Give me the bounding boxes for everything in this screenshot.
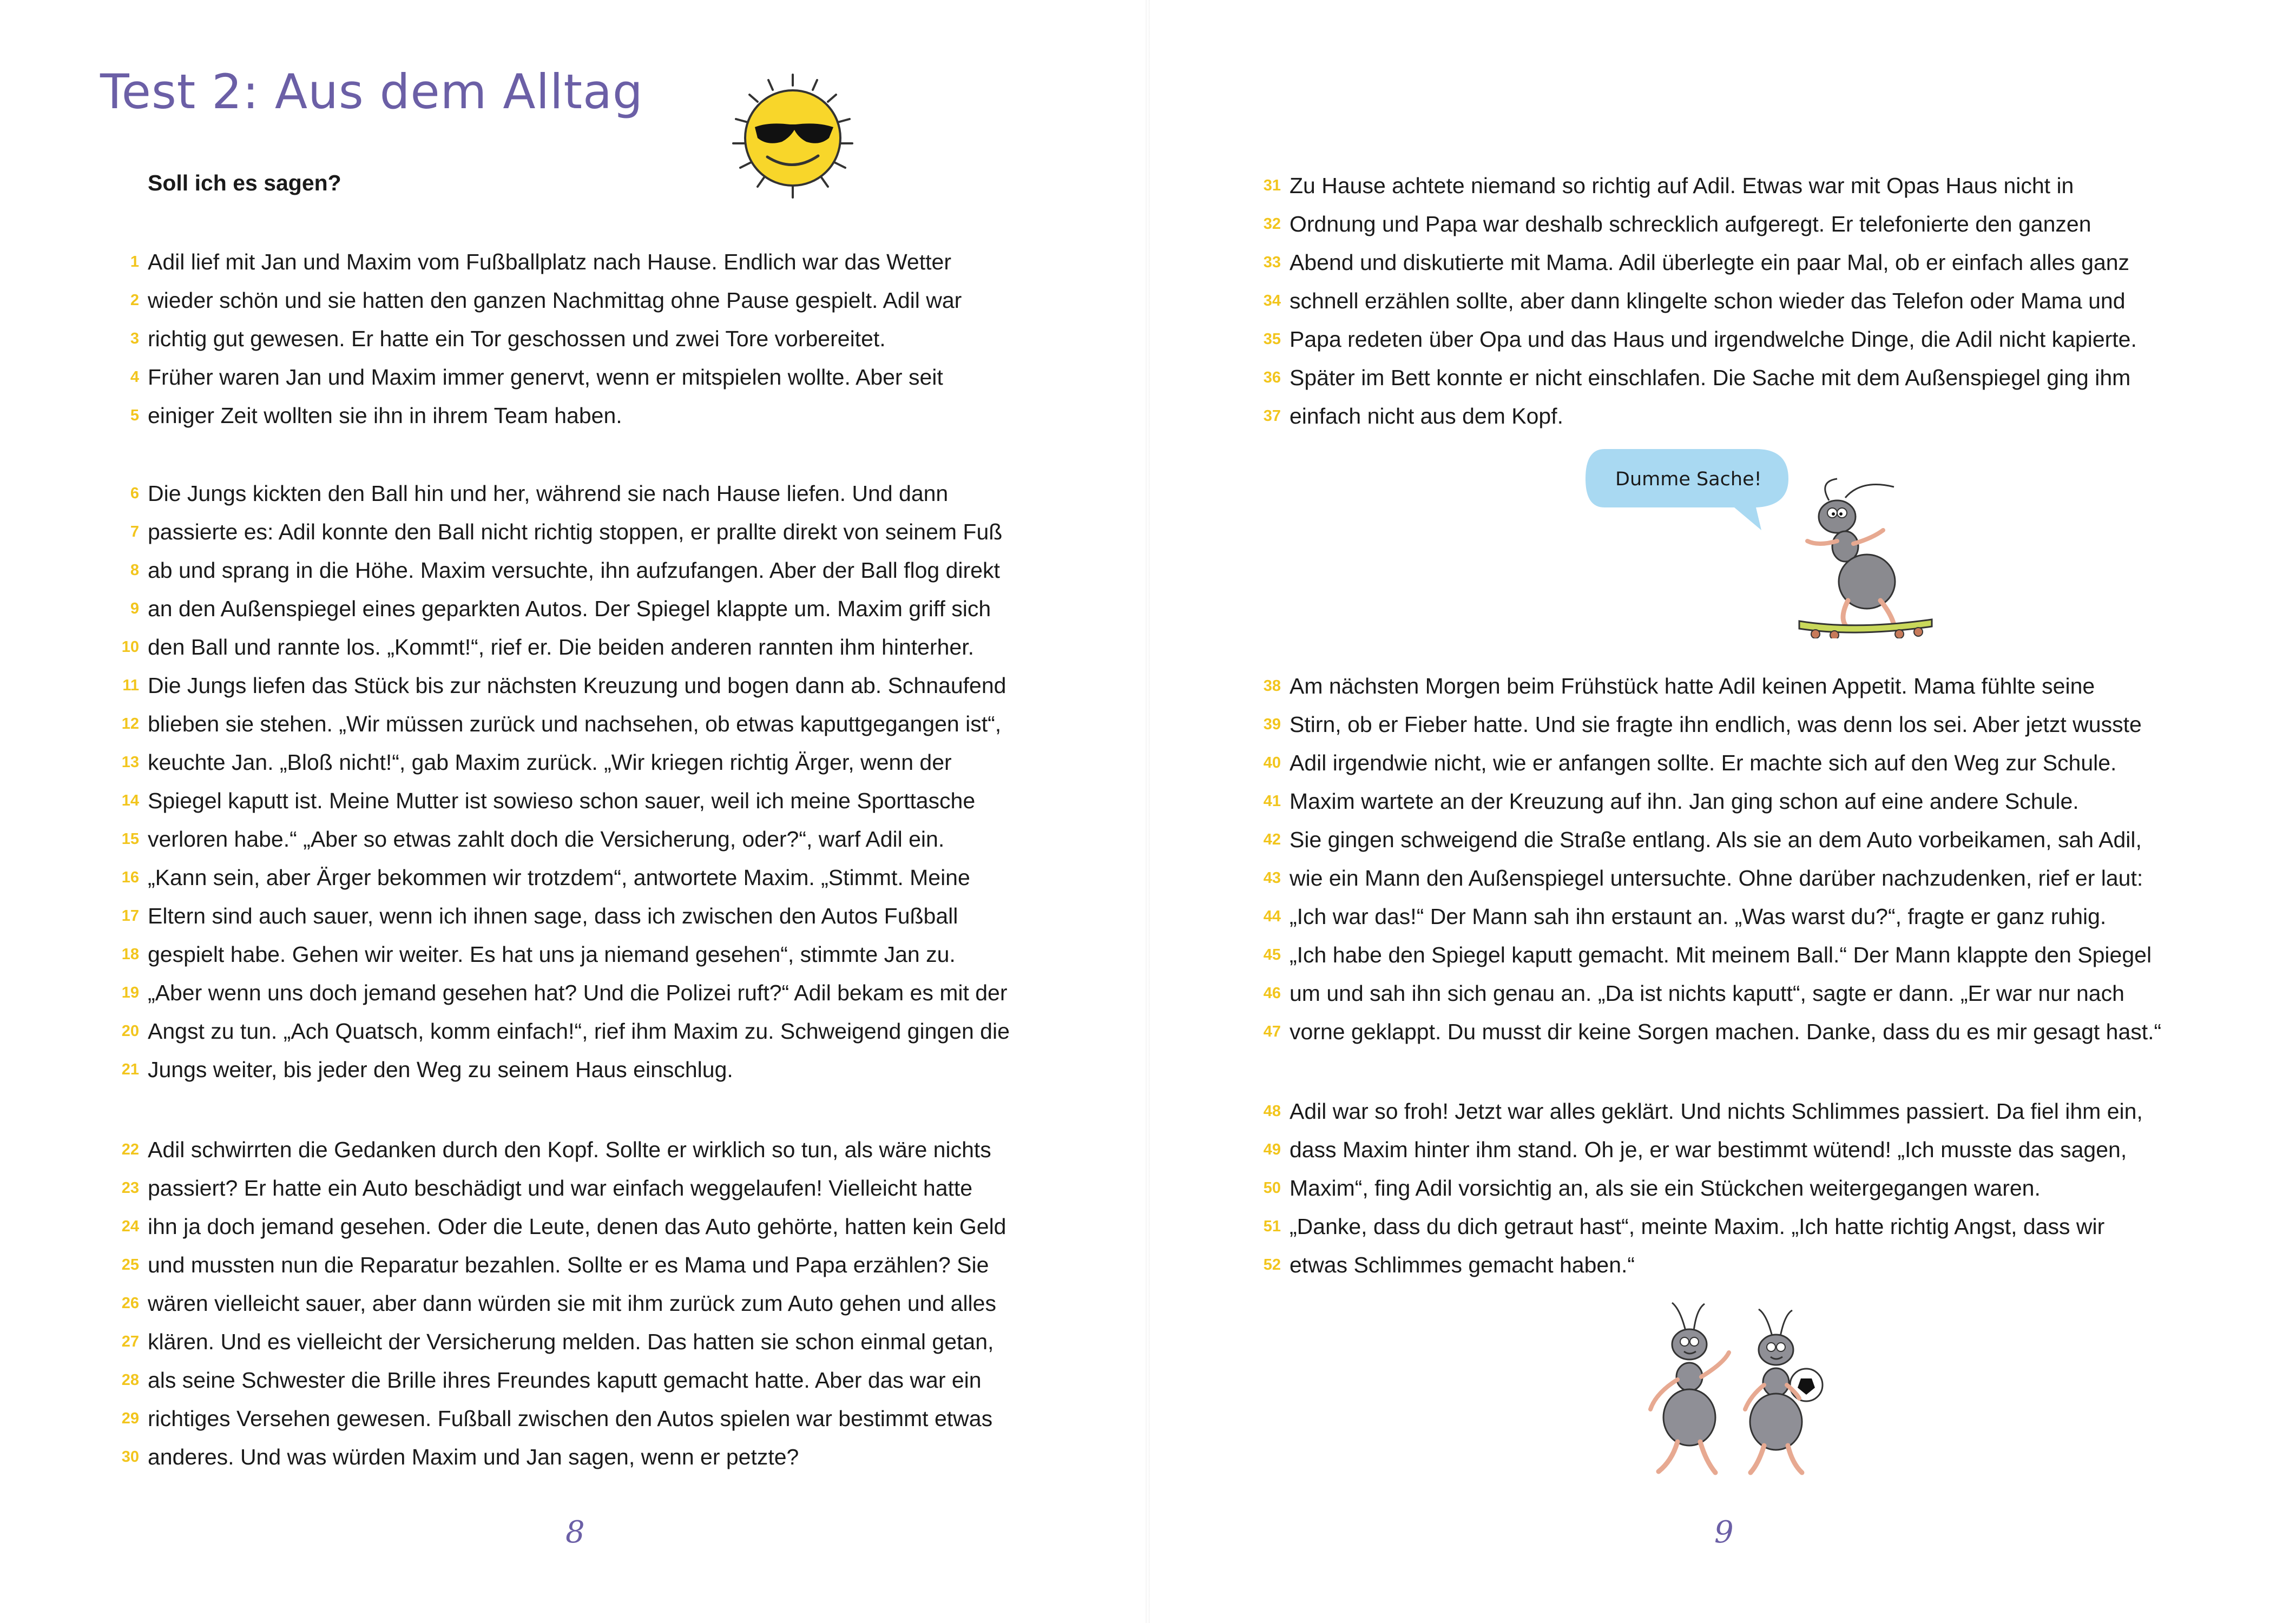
line-text: „Aber wenn uns doch jemand gesehen hat? Und die Polizei ruft?“ Adil bekam es mit der (148, 980, 1008, 1005)
line-text: Zu Hause achtete niemand so richtig auf Adil. Etwas war mit Opas Haus nicht in (1290, 173, 2074, 198)
line-number: 17 (121, 907, 139, 925)
line-text: wieder schön und sie hatten den ganzen Nachmittag ohne Pause gespielt. Adil war (148, 288, 962, 313)
line-text: Jungs weiter, bis jeder den Weg zu seinem Haus einschlug. (148, 1057, 733, 1082)
line-text: Sie gingen schweigend die Straße entlang. Als sie an dem Auto vorbeikamen, sah Adil, (1290, 827, 2142, 852)
line-text: gespielt habe. Gehen wir weiter. Es hat uns ja niemand gesehen“, stimmte Jan zu. (148, 942, 956, 967)
line-number: 20 (121, 1022, 139, 1040)
line-number: 29 (121, 1410, 139, 1427)
line-number: 2 (130, 292, 139, 309)
line-number: 28 (121, 1371, 139, 1389)
line-number: 19 (121, 984, 139, 1001)
line-number: 1 (130, 253, 139, 270)
line-number: 40 (1263, 754, 1281, 771)
line-text: ihn ja doch jemand gesehen. Oder die Leute, denen das Auto gehörte, hatten kein Geld (148, 1214, 1006, 1239)
line-number: 52 (1263, 1256, 1281, 1274)
line-text: „Kann sein, aber Ärger bekommen wir trotzdem“, antwortete Maxim. „Stimmt. Meine (148, 865, 970, 890)
line-text: „Ich war das!“ Der Mann sah ihn erstaunt an. „Was warst du?“, fragte er ganz ruhig. (1290, 904, 2107, 929)
line-text: „Danke, dass du dich getraut hast“, meinte Maxim. „Ich hatte richtig Angst, dass wir (1290, 1214, 2105, 1239)
line-number: 38 (1263, 677, 1281, 695)
line-text: Die Jungs liefen das Stück bis zur nächsten Kreuzung und bogen dann ab. Schnaufend (148, 673, 1006, 698)
line-number: 27 (121, 1333, 139, 1350)
line-text: passiert? Er hatte ein Auto beschädigt und war einfach weggelaufen! Vielleicht hatte (148, 1176, 973, 1200)
page-number-right: 9 (1714, 1515, 1734, 1550)
line-text: den Ball und rannte los. „Kommt!“, rief er. Die beiden anderen rannten ihm hinterher. (148, 635, 974, 659)
speech-bubble-text: Dumme Sache! (1615, 469, 1762, 490)
line-number: 22 (121, 1141, 139, 1158)
line-text: wie ein Mann den Außenspiegel untersuchte. Ohne darüber nachzudenken, rief er laut: (1290, 866, 2143, 890)
line-number: 46 (1263, 985, 1281, 1002)
line-text: Stirn, ob er Fieber hatte. Und sie fragte ihn endlich, was denn los sei. Aber jetzt wusste (1290, 712, 2142, 737)
line-number: 25 (121, 1256, 139, 1274)
ant-on-skateboard-icon (1786, 476, 1943, 638)
line-number: 4 (130, 368, 139, 386)
line-number: 10 (121, 638, 139, 656)
line-number: 11 (122, 677, 139, 694)
line-number: 15 (121, 830, 139, 848)
line-number: 3 (130, 330, 139, 347)
line-text: um und sah ihn sich genau an. „Da ist nichts kaputt“, sagte er dann. „Er war nur nach (1290, 981, 2124, 1006)
line-number: 49 (1263, 1141, 1281, 1158)
line-text: einfach nicht aus dem Kopf. (1290, 404, 1563, 428)
line-text: Maxim wartete an der Kreuzung auf ihn. Jan ging schon auf eine andere Schule. (1290, 789, 2079, 814)
line-text: blieben sie stehen. „Wir müssen zurück und nachsehen, ob etwas kaputtgegangen ist“, (148, 711, 1002, 736)
line-text: Spiegel kaputt ist. Meine Mutter ist sowieso schon sauer, weil ich meine Sporttasche (148, 788, 976, 813)
line-number: 21 (121, 1061, 139, 1078)
line-text: richtig gut gewesen. Er hatte ein Tor geschossen und zwei Tore vorbereitet. (148, 326, 886, 351)
line-text: Adil lief mit Jan und Maxim vom Fußballplatz nach Hause. Endlich war das Wetter (148, 249, 951, 274)
line-text: ab und sprang in die Höhe. Maxim versuchte, ihn aufzufangen. Aber der Ball flog direkt (148, 558, 1000, 583)
line-text: keuchte Jan. „Bloß nicht!“, gab Maxim zurück. „Wir kriegen richtig Ärger, wenn der (148, 750, 952, 775)
line-number: 16 (121, 869, 139, 886)
line-number: 43 (1263, 869, 1281, 887)
line-text: dass Maxim hinter ihm stand. Oh je, er war bestimmt wütend! „Ich musste das sagen, (1290, 1137, 2127, 1162)
line-number: 35 (1263, 331, 1281, 348)
line-number: 45 (1263, 946, 1281, 964)
line-text: „Ich habe den Spiegel kaputt gemacht. Mit meinem Ball.“ Der Mann klappte den Spiegel (1290, 942, 2152, 967)
page-number-left: 8 (565, 1515, 585, 1550)
line-text: Die Jungs kickten den Ball hin und her, während sie nach Hause liefen. Und dann (148, 481, 949, 506)
line-number: 23 (121, 1179, 139, 1197)
line-text: Ordnung und Papa war deshalb schrecklich aufgeregt. Er telefonierte den ganzen (1290, 212, 2091, 236)
line-number: 13 (121, 754, 139, 771)
line-number: 9 (130, 600, 139, 617)
line-text: passierte es: Adil konnte den Ball nicht richtig stoppen, er prallte direkt von seinem Fuß (148, 519, 1003, 544)
page-title: Test 2: Aus dem Alltag (100, 64, 643, 120)
line-text: etwas Schlimmes gemacht haben.“ (1290, 1252, 1635, 1277)
line-text: Papa redeten über Opa und das Haus und irgendwelche Dinge, die Adil nicht kapierte. (1290, 327, 2137, 352)
line-text: an den Außenspiegel eines geparkten Autos. Der Spiegel klappte um. Maxim griff sich (148, 596, 991, 621)
line-number: 31 (1263, 177, 1281, 194)
line-text: Abend und diskutierte mit Mama. Adil überlegte ein paar Mal, ob er einfach alles ganz (1290, 250, 2130, 275)
line-text: Maxim“, fing Adil vorsichtig an, als sie ein Stückchen weitergegangen waren. (1290, 1176, 2041, 1200)
line-number: 8 (130, 562, 139, 579)
line-number: 32 (1263, 215, 1281, 233)
line-number: 48 (1263, 1103, 1281, 1120)
line-number: 26 (121, 1295, 139, 1312)
line-number: 34 (1263, 292, 1281, 309)
line-text: Früher waren Jan und Maxim immer genervt, wenn er mitspielen wollte. Aber seit (148, 365, 943, 390)
line-text: richtiges Versehen gewesen. Fußball zwischen den Autos spielen war bestimmt etwas (148, 1406, 993, 1431)
line-number: 47 (1263, 1023, 1281, 1040)
line-text: anderes. Und was würden Maxim und Jan sagen, wenn er petzte? (148, 1444, 799, 1469)
line-text: Adil war so froh! Jetzt war alles geklärt. Und nichts Schlimmes passiert. Da fiel ihm ein, (1290, 1099, 2143, 1124)
story-title: Soll ich es sagen? (148, 170, 341, 195)
line-number: 6 (130, 485, 139, 502)
line-number: 50 (1263, 1179, 1281, 1197)
line-text: klären. Und es vielleicht der Versicherung melden. Das hatten sie schon einmal getan, (148, 1329, 994, 1354)
line-number: 12 (121, 715, 139, 733)
line-number: 36 (1263, 369, 1281, 386)
line-number: 51 (1263, 1218, 1281, 1235)
line-text: Später im Bett konnte er nicht einschlafen. Die Sache mit dem Außenspiegel ging ihm (1290, 365, 2131, 390)
line-text: einiger Zeit wollten sie ihn in ihrem Team haben. (148, 403, 622, 428)
line-number: 41 (1263, 793, 1281, 810)
line-text: wären vielleicht sauer, aber dann würden sie mit ihm zurück zum Auto gehen und alles (148, 1291, 996, 1316)
line-number: 18 (121, 946, 139, 963)
line-number: 30 (121, 1448, 139, 1466)
sun-with-sunglasses-icon (703, 70, 882, 206)
line-text: Angst zu tun. „Ach Quatsch, komm einfach!“, rief ihm Maxim zu. Schweigend gingen die (148, 1019, 1010, 1044)
line-text: schnell erzählen sollte, aber dann klingelte schon wieder das Telefon oder Mama und (1290, 288, 2126, 313)
line-number: 33 (1263, 254, 1281, 271)
line-number: 44 (1263, 908, 1281, 925)
line-text: Adil schwirrten die Gedanken durch den Kopf. Sollte er wirklich so tun, als wäre nichts (148, 1137, 991, 1162)
line-number: 14 (121, 792, 139, 809)
two-ants-with-ball-icon (1634, 1298, 1834, 1482)
line-text: vorne geklappt. Du musst dir keine Sorgen machen. Danke, dass du es mir gesagt hast.“ (1290, 1019, 2162, 1044)
line-number: 42 (1263, 831, 1281, 848)
line-text: Am nächsten Morgen beim Frühstück hatte Adil keinen Appetit. Mama fühlte seine (1290, 674, 2095, 698)
line-text: Adil irgendwie nicht, wie er anfangen sollte. Er machte sich auf den Weg zur Schule. (1290, 750, 2117, 775)
line-text: Eltern sind auch sauer, wenn ich ihnen sage, dass ich zwischen den Autos Fußball (148, 903, 958, 928)
line-number: 37 (1263, 407, 1281, 425)
line-number: 39 (1263, 716, 1281, 733)
line-number: 7 (130, 523, 139, 540)
line-number: 5 (130, 407, 139, 424)
page-gutter (1146, 0, 1150, 1623)
line-text: als seine Schwester die Brille ihres Freundes kaputt gemacht hatte. Aber das war ein (148, 1368, 982, 1393)
line-text: verloren habe.“ „Aber so etwas zahlt doch die Versicherung, oder?“, warf Adil ein. (148, 827, 945, 852)
line-number: 24 (121, 1218, 139, 1235)
line-text: und mussten nun die Reparatur bezahlen. Sollte er es Mama und Papa erzählen? Sie (148, 1252, 989, 1277)
